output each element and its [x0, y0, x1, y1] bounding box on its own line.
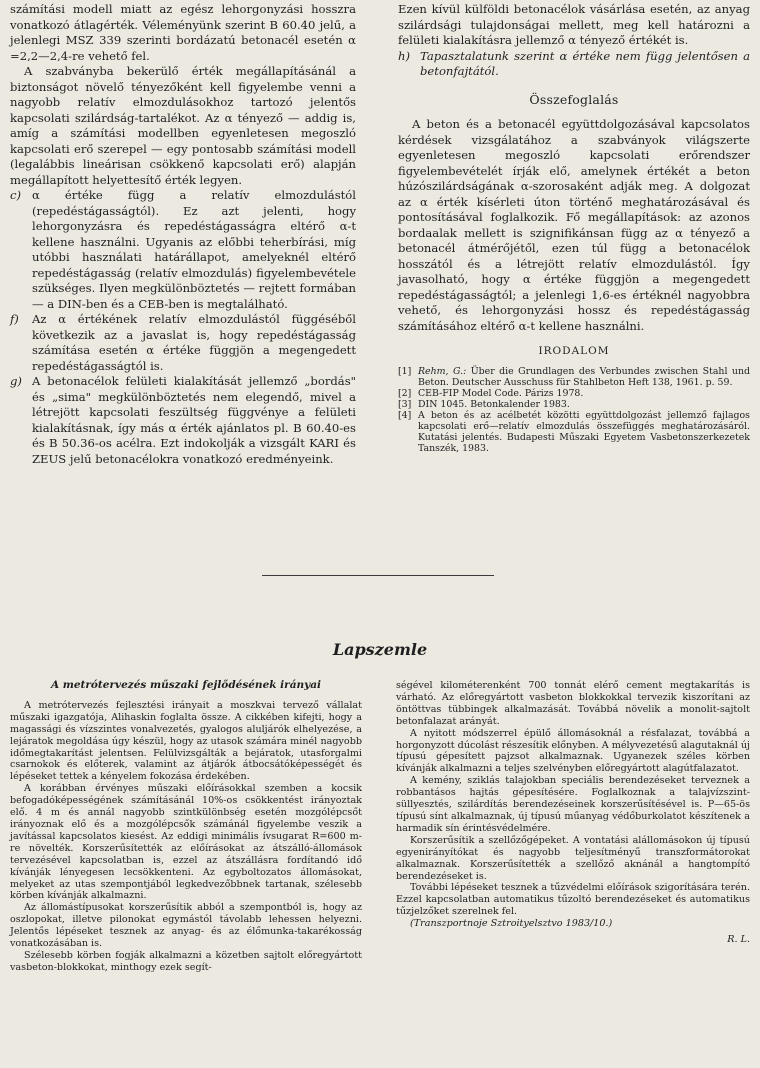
paragraph: Szélesebb körben fogják alkalmazni a közetben sajtolt előregyártott vasbeton-blokkokat, minthogy ezek segít- — [10, 949, 362, 973]
paragraph: Ezen kívül külföldi betonacélok vásárlása esetén, az anyag szilárdsági tulajdonságai mellett, meg kell határozni a felületi kialakításra jellemző α tényező értékét is. — [398, 2, 750, 47]
reference-item — [398, 399, 750, 410]
column-right-top — [398, 2, 750, 454]
reference-item — [398, 388, 750, 399]
list-marker: c) — [10, 188, 22, 202]
list-item-text: Az α értékének relatív elmozdulástól függéséből következik az a javaslat is, hogy repedéstágasság számítása esetén α értéke függjön a megengedett repedéstágasságtól is. — [32, 312, 356, 373]
list-marker: g) — [10, 374, 22, 388]
review-column-left — [10, 680, 362, 974]
paragraph: Korszerűsítik a szellőzőgépeket. A vontatási alállomásokon új típusú egyenirányítókat és nagyobb teljesítményű transzformátorokat alkalmaznak. Korszerűsítették a szellőző aknánál a hangtompító berendezéseket is. — [396, 834, 750, 882]
reference-text: CEB-FIP Model Code. Párizs 1978. — [418, 387, 584, 399]
review-column-right — [396, 680, 750, 946]
column-left-top — [10, 2, 356, 467]
references-heading: IRODALOM — [538, 345, 610, 357]
list-marker: f) — [10, 312, 19, 326]
paragraph: A korábban érvényes műszaki előírásokkal szemben a kocsik befogadóképességének számításánál 10%-os csökkentést irányoztak elő. 4 m és annál nagyobb szintkülönbség esetén mozgólépcsőt irányoznak elő és a mozgólépcsők számánál figyelembe veszik a javítással kapcsolatos kiesést. Az eddigi minimális ívsugarat R=600 m-re növelték. Korszerűsítették az előírásokat az átszálló-állomások tervezésével kapcsolatban is, ezzel az átszállásra fordítandó idő kívánják lényegesen lecsökkenteni. Az egyboltozatos állomásokat, melyeket az utas szempontjából legkedvezőbbnek tartanak, szélesebb körben kívánják alkalmazni. — [10, 783, 362, 902]
list-item — [10, 374, 356, 467]
reference-number: [3] — [398, 398, 412, 410]
reviewer-initials: R. L. — [727, 934, 750, 946]
paragraph: A metrótervezés fejlesztési irányait a moszkvai tervező vállalat műszaki igazgatója, Alihaskin foglalta össze. A cikkében kifejti, hogy a magassági és vízszintes vonalvezetés, gyalogos aluljárók elhelyezése, a lejáratok megoldása úgy készül, hogy az utasok számára minél nagyobb időmegtakarítást jelentsen. Felülvizsgálták a bejáratok, utasforgalmi csarnokok és előterek, valamint az átjárók átbocsátóképességét és lépéseket tettek a kényelem fokozása érdekében. — [10, 699, 362, 783]
reference-item — [398, 410, 750, 454]
reference-number: [4] — [398, 409, 412, 421]
reference-author: Rehm, G.: — [418, 365, 467, 377]
source-citation: (Transzportnoje Sztroityelsztvo 1983/10.) — [410, 918, 613, 930]
list-marker: h) — [398, 48, 410, 63]
list-item-text: A betonacélok felületi kialakítását jellemző „bordás" és „sima" megkülönböztetés nem elegendő, mivel a létrejött kapcsolati feszültség függvénye a felületi kialakításnak, így más α érték ajánlatos pl. B 60.40-es és B 50.36-os acélra. Ezt indokolják a vizsgált KARI és ZEUS jelű betonacélokra vonatkozó eredményeink. — [32, 374, 356, 466]
reference-item — [398, 366, 750, 388]
paragraph: További lépéseket tesznek a tűzvédelmi előírások szigorítására terén. Ezzel kapcsolatban automatikus tűzoltó berendezéseket és automatikus tűzjelzőket szerelnek fel. — [396, 882, 750, 918]
divider-rule — [262, 575, 494, 576]
summary-paragraph: A beton és a betonacél együttdolgozásával kapcsolatos kérdések vizsgálatához a szabványok világszerte egyenletesen megoszló kapcsolati erőrendszer figyelembevételét írják elő, amelynek értékét a beton húzószilárdságának α-szorosaként adják meg. A dolgozat az α érték kísérleti úton történő meghatározásával és pontosításával foglalkozik. Fő megállapítások: az azonos bordaalak mellett is szignifikánsan függ az α tényező a betonacél átmérőjétől, ezen túl függ a betonacélok hosszától és a létrejött relatív elmozdulástól. Így javasolható, hogy α értéke függjön a megengedett repedéstágasságtól; a jelenlegi 1,6-es értéknél nagyobbra vehető, és lehorgonyzási hossz és repedéstágasság számításához eltérő α-t kellene használni. — [398, 117, 750, 333]
paragraph: ségével kilométerenként 700 tonnát elérő cement megtakarítás is várható. Az előregyártott vasbeton blokkokkal tervezik kiszorítani az öntöttvas tübbingek alkalmazását. Továbbá növelik a monolit-sajtolt betonfalazat arányát. — [396, 680, 750, 727]
reference-text: Über die Grundlagen des Verbundes zwischen Stahl und Beton. Deutscher Ausschuss für Stahlbeton Heft 138, 1961. p. 59. — [418, 365, 750, 388]
reference-number: [2] — [398, 387, 412, 399]
paragraph: Az állomástípusokat korszerűsítik abból a szempontból is, hogy az oszlopokat, illetve pilonokat egymástól távolabb lehessen helyezni. Jelentős lépéseket tesznek az anyag- és az élőmunka-takarékosság vonatkozásában is. — [10, 902, 362, 950]
list-item — [10, 188, 356, 312]
reference-text: A beton és az acélbetét közötti együttdolgozást jellemző fajlagos kapcsolati erő—relatív elmozdulás összefüggés meghatározásáról. Kutatási jelentés. Budapesti Műszaki Egyetem Vasbetonszerkezetek Tanszék, 1983. — [418, 409, 750, 454]
list-item-text: Tapasztalatunk szerint α értéke nem függ jelentősen a betonfajtától. — [420, 48, 750, 78]
list-item — [398, 49, 750, 80]
section-title: Lapszemle — [332, 640, 428, 659]
reference-number: [1] — [398, 365, 412, 377]
paragraph: A kemény, sziklás talajokban speciális berendezéseket terveznek a robbantásos hajtás gépesítésére. Foglalkoznak a talajvízszint-süllyesztés, szilárdítás berendezéseinek korszerűsítésével is. P—65-ös típusú sínt alkalmaznak, új típusú műanyag védőburkolatot készítenek a harmadik sín érintésvédelmére. — [396, 775, 750, 834]
reference-text: DIN 1045. Betonkalender 1983. — [418, 398, 570, 410]
list-item-text: α értéke függ a relatív elmozdulástól (repedéstágasságtól). Ez azt jelenti, hogy lehorgonyzásra és repedéstágasságra eltérő α-t kellene használni. Ugyanis az előbbi teherbírási, míg utóbbi használati határállapot, amelyeknél eltérő repedéstágasság (relatív elmozdulás) figyelembevétele szükséges. Ilyen megkülönböztetés — rejtett formában — a DIN-ben és a CEB-ben is megtalálható. — [32, 188, 356, 311]
paragraph: számítási modell miatt az egész lehorgonyzási hosszra vonatkozó átlagérték. Véleményünk szerint B 60.40 jelű, a jelenlegi MSZ 339 szerinti bordázatú betonacél esetén α =2,2—2,4-re vehető fel. — [10, 2, 356, 63]
paragraph: A szabványba bekerülő érték megállapításánál a biztonságot növelő tényezőként kell figyelembe venni a nagyobb relatív elmozdulásokhoz tartozó jelentős kapcsolati szilárdság-tartalékot. Az α tényező — addig is, amíg a számítási modellben egyenletesen megoszló kapcsolati erő szerepel — egy pontosabb számítási modell (legalábbis lineárisan csökkenő kapcsolati erő) alapján megállapított helyettesítő érték legyen. — [10, 64, 356, 187]
references-list — [398, 366, 750, 454]
list-item — [10, 312, 356, 374]
summary-heading: Összefoglalás — [529, 91, 619, 107]
paragraph: A nyitott módszerrel épülő állomásoknál a résfalazat, továbbá a horgonyzott dúcolást részesítik előnyben. A mélyvezetésű alagutaknál új típusú gépesített pajzsot alkalmaznak. Ugyanezek széles körben kívánják alkalmazni a teljes szelvényben előregyártott alagútfalazatot. — [396, 727, 750, 775]
article-title: A metrótervezés műszaki fejlődésének irányai — [50, 679, 322, 691]
